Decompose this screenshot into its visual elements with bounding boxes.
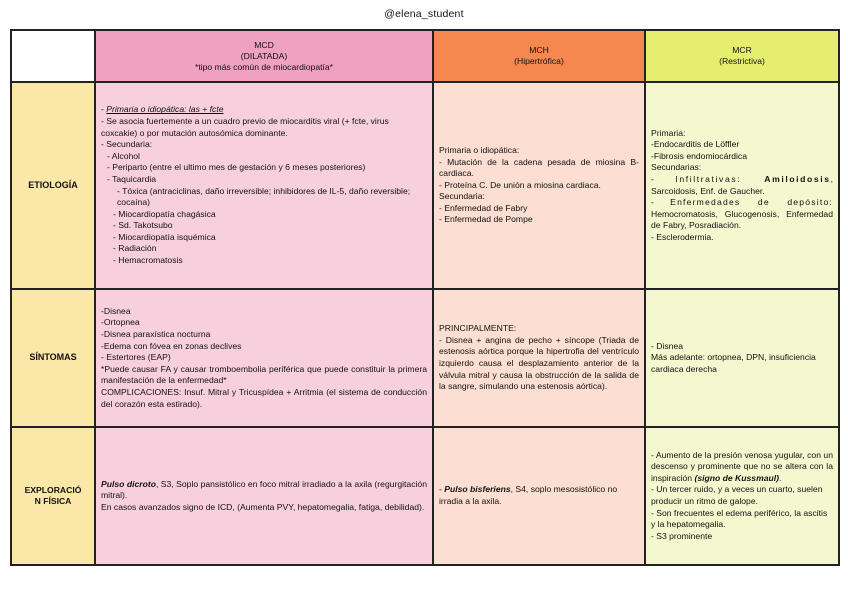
list-item: - Proteína C. De unión a miosina cardiaca. [439, 180, 639, 192]
header-mcr-title: MCR [732, 45, 752, 55]
header-mch-title: MCH [529, 45, 549, 55]
list-item: - Miocardiopatía isquémica [113, 231, 216, 242]
list-item: - Disnea + angina de pecho + síncope (Triada de estenosis aórtica porque la hipertrofia del ventrículo izquierdo causa el desplazamiento anterior de la válvula mitral y causa la obstrucción de la salida de la sangre, simulando una estenosis aórtica). [439, 334, 639, 392]
list-item: - Taquicardia [107, 173, 157, 184]
sintomas-mcr [645, 289, 839, 427]
row-label-sintomas: SÍNTOMAS [11, 289, 95, 427]
list-item: - Hemacromatosis [113, 255, 183, 266]
list-item: En casos avanzados signo de ICD, (Aumenta PVY, hepatomegalia, fatiga, debilidad). [101, 501, 425, 512]
row-sintomas [11, 289, 839, 427]
exploracion-mcr [645, 427, 839, 565]
list-item: -Fibrosis endomiocárdica [651, 150, 747, 161]
etiologia-mcd [95, 82, 433, 289]
header-mcr-sub: (Restrictiva) [719, 56, 765, 66]
list-item: Secundaria: [439, 191, 485, 202]
list-item: - Estertores (EAP) [101, 352, 171, 363]
list-item: - Un tercer ruido, y a veces un cuarto, suelen producir un ritmo de galope. [651, 484, 833, 507]
list-item: - Sd. Takotsubo [113, 220, 173, 231]
list-item: - Enfermedades de depósito: Hemocromatosis, Glucogenosis, Enfermedad de Fabry, Posradiación. [651, 197, 833, 232]
etiologia-mch [433, 82, 645, 289]
exploracion-mcd [95, 427, 433, 565]
list-item: - Secundaria: [101, 139, 427, 151]
list-item: - Aumento de la presión venosa yugular, con un descenso y prominente que no se altera con la inspiración (signo de Kussmaul). [651, 450, 833, 485]
list-item: Primaria: [651, 127, 686, 138]
list-item: - Enfermedad de Pompe [439, 214, 639, 226]
list-item: - Periparto (entre el ultimo mes de gestación y 6 meses posteriores) [107, 162, 366, 173]
list-item: - Son frecuentes el edema periférico, la ascitis y la hepatomegalia. [651, 508, 833, 531]
list-item: - Disnea [651, 340, 683, 351]
author-handle: @elena_student [384, 8, 464, 20]
header-mcd-note: *tipo más común de miocardiopatía* [194, 61, 334, 72]
header-mch-sub: (Hipertrófica) [514, 56, 564, 66]
list-item: - Primaria o idiopática: las + fcte [101, 104, 427, 116]
header-mcd [95, 30, 433, 82]
list-item: Secundarias: [651, 162, 702, 173]
list-item: Pulso dicroto, S3, Soplo pansistólico en foco mitral irradiado a la axila (regurgitación mitral). [101, 478, 427, 501]
list-item: -Endocarditis de Löffler [651, 139, 740, 150]
list-item: - Alcohol [107, 150, 140, 161]
list-item: COMPLICACIONES: Insuf. Mitral y Tricuspídea + Arritmia (el sistema de conducción del corazón esta estirado). [101, 386, 427, 409]
header-mcd-title: MCD [254, 39, 274, 50]
list-item: - Radiación [113, 243, 157, 254]
list-item: - Mutación de la cadena pesada de miosina B-cardiaca. [439, 157, 639, 180]
corner-cell [11, 30, 95, 82]
list-item: - Se asocia fuertemente a un cuadro previo de miocarditis viral (+ fcte, virus coxcakie) o por mutación autosómica dominante. [101, 116, 427, 139]
list-item: -Edema con fóvea en zonas declives [101, 340, 242, 351]
list-item: PRINCIPALMENTE: [439, 323, 517, 334]
header-mcr [645, 30, 839, 82]
list-item: Más adelante: ortopnea, DPN, insuficiencia cardiaca derecha [651, 352, 816, 374]
list-item: Primaria o idiopática: [439, 144, 520, 155]
row-exploracion [11, 427, 839, 565]
list-item: -Disnea paraxística nocturna [101, 329, 211, 340]
row-label-exploracion: EXPLORACIÓ N FÍSICA [11, 427, 95, 565]
header-row [11, 30, 839, 82]
list-item: *Puede causar FA y causar tromboembolia periférica que puede constituir la primera manifestación de la enfermedad* [101, 363, 427, 386]
list-item: - Miocardiopatía chagásica [113, 208, 216, 219]
list-item: - Pulso bisferiens, S4, soplo mesosistólico no irradia a la axila. [439, 484, 618, 506]
list-item: - S3 prominente [651, 531, 833, 543]
list-item: -Disnea [101, 305, 131, 316]
row-label-etiologia: ETIOLOGÍA [11, 82, 95, 289]
sintomas-mcd [95, 289, 433, 427]
exploracion-mch [433, 427, 645, 565]
list-item: - Esclerodermia. [651, 232, 833, 244]
sintomas-mch [433, 289, 645, 427]
list-item: - Tóxica (antraciclinas, daño irreversible; inhibidores de IL-5, daño reversible; cocaína) [117, 185, 411, 208]
comparison-table [10, 29, 840, 566]
list-item: - Enfermedad de Fabry [439, 203, 639, 215]
list-item: -Ortopnea [101, 317, 140, 328]
row-etiologia [11, 82, 839, 289]
header-mcd-sub: (DILATADA) [240, 50, 288, 61]
header-mch [433, 30, 645, 82]
list-item: - Infiltrativas: Amiloidosis, Sarcoidosis, Enf. de Gaucher. [651, 174, 833, 197]
etiologia-mcr [645, 82, 839, 289]
